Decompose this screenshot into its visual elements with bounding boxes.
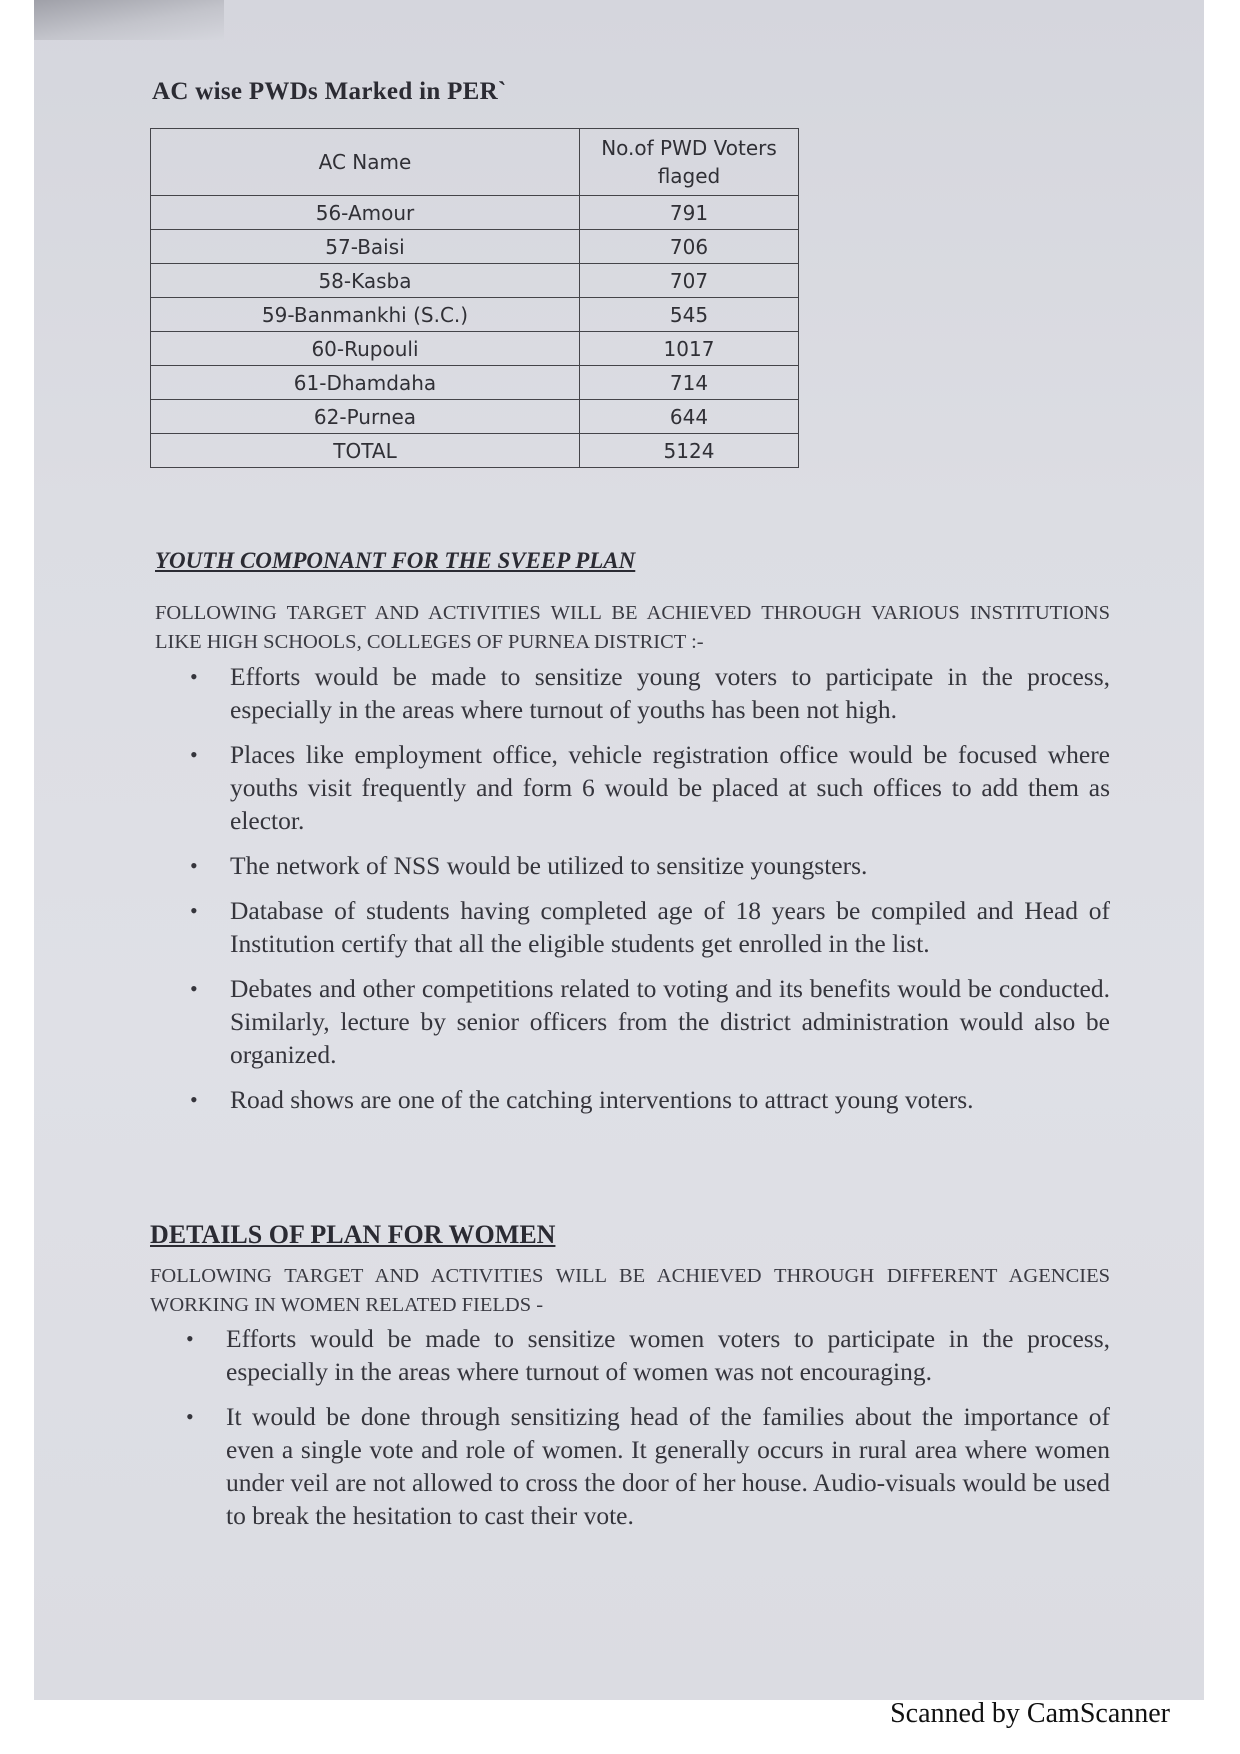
table-title: AC wise PWDs Marked in PER` bbox=[152, 78, 507, 105]
list-item bbox=[190, 894, 1110, 960]
pwd-count-cell: 1017 bbox=[579, 332, 798, 366]
pwd-count-cell: 791 bbox=[579, 196, 798, 230]
youth-intro-text: FOLLOWING TARGET AND ACTIVITIES WILL BE ACHIEVED THROUGH VARIOUS INSTITUTIONS LIKE HIGH SCHOOLS, COLLEGES OF PURNEA DISTRICT :- bbox=[155, 602, 1110, 653]
bullet-icon: • bbox=[190, 1087, 198, 1112]
list-item-text: Debates and other competitions related to voting and its benefits would be conducted. Similarly, lecture by senior officers from the district administration would also be organized. bbox=[230, 974, 1110, 1069]
list-item-text: Efforts would be made to sensitize women voters to participate in the process, especially in the areas where turnout of women was not encouraging. bbox=[226, 1324, 1110, 1386]
bullet-icon: • bbox=[190, 853, 198, 878]
ac-name-cell: 56-Amour bbox=[151, 196, 580, 230]
table-row bbox=[151, 298, 799, 332]
list-item bbox=[186, 1400, 1110, 1532]
list-item bbox=[186, 1322, 1110, 1388]
bullet-icon: • bbox=[186, 1404, 194, 1429]
pwd-table bbox=[150, 128, 799, 468]
pwd-count-cell: 707 bbox=[579, 264, 798, 298]
list-item-text: Road shows are one of the catching interventions to attract young voters. bbox=[230, 1085, 974, 1114]
total-count-cell: 5124 bbox=[579, 434, 798, 468]
list-item-text: Places like employment office, vehicle registration office would be focused where youths visit frequently and form 6 would be placed at such offices to add them as elector. bbox=[230, 740, 1110, 835]
bullet-icon: • bbox=[190, 976, 198, 1001]
table-row bbox=[151, 196, 799, 230]
list-item-text: It would be done through sensitizing head of the families about the importance of even a single vote and role of women. It generally occurs in rural area where women under veil are not allowed to cross the door of her house. Audio-visuals would be used to break the hesitation to cast their vote. bbox=[226, 1402, 1110, 1530]
ac-name-cell: 59-Banmankhi (S.C.) bbox=[151, 298, 580, 332]
pwd-count-cell: 644 bbox=[579, 400, 798, 434]
bullet-icon: • bbox=[186, 1326, 194, 1351]
pwd-count-cell: 545 bbox=[579, 298, 798, 332]
list-item-text: The network of NSS would be utilized to sensitize youngsters. bbox=[230, 851, 868, 880]
page-corner-shadow bbox=[34, 0, 224, 40]
pwd-count-cell: 714 bbox=[579, 366, 798, 400]
women-section-heading: DETAILS OF PLAN FOR WOMEN bbox=[150, 1220, 556, 1249]
table-row bbox=[151, 230, 799, 264]
list-item bbox=[190, 972, 1110, 1071]
bullet-icon: • bbox=[190, 898, 198, 923]
ac-name-cell: 60-Rupouli bbox=[151, 332, 580, 366]
list-item bbox=[190, 660, 1110, 726]
header-pwd-voters: No.of PWD Voters flaged bbox=[579, 129, 798, 196]
list-item bbox=[190, 849, 1110, 882]
youth-section-heading: YOUTH COMPONANT FOR THE SVEEP PLAN bbox=[155, 548, 636, 573]
bullet-icon: • bbox=[190, 742, 198, 767]
list-item bbox=[190, 738, 1110, 837]
pwd-count-cell: 706 bbox=[579, 230, 798, 264]
ac-name-cell: 57-Baisi bbox=[151, 230, 580, 264]
header-ac-name: AC Name bbox=[151, 129, 580, 196]
table-header-row bbox=[151, 129, 799, 196]
ac-name-cell: 58-Kasba bbox=[151, 264, 580, 298]
ac-name-cell: 61-Dhamdaha bbox=[151, 366, 580, 400]
total-label-cell: TOTAL bbox=[151, 434, 580, 468]
table-row bbox=[151, 264, 799, 298]
women-bullet-list bbox=[186, 1322, 1110, 1544]
list-item-text: Database of students having completed age of 18 years be compiled and Head of Institution certify that all the eligible students get enrolled in the list. bbox=[230, 896, 1110, 958]
bullet-icon: • bbox=[190, 664, 198, 689]
table-row bbox=[151, 400, 799, 434]
scanner-watermark: Scanned by CamScanner bbox=[890, 1698, 1170, 1729]
list-item bbox=[190, 1083, 1110, 1116]
youth-bullet-list bbox=[190, 660, 1110, 1128]
ac-name-cell: 62-Purnea bbox=[151, 400, 580, 434]
women-intro-text: FOLLOWING TARGET AND ACTIVITIES WILL BE ACHIEVED THROUGH DIFFERENT AGENCIES WORKING IN WOMEN RELATED FIELDS - bbox=[150, 1265, 1110, 1316]
table-row bbox=[151, 366, 799, 400]
table-total-row bbox=[151, 434, 799, 468]
list-item-text: Efforts would be made to sensitize young voters to participate in the process, especially in the areas where turnout of youths has been not high. bbox=[230, 662, 1110, 724]
table-row bbox=[151, 332, 799, 366]
